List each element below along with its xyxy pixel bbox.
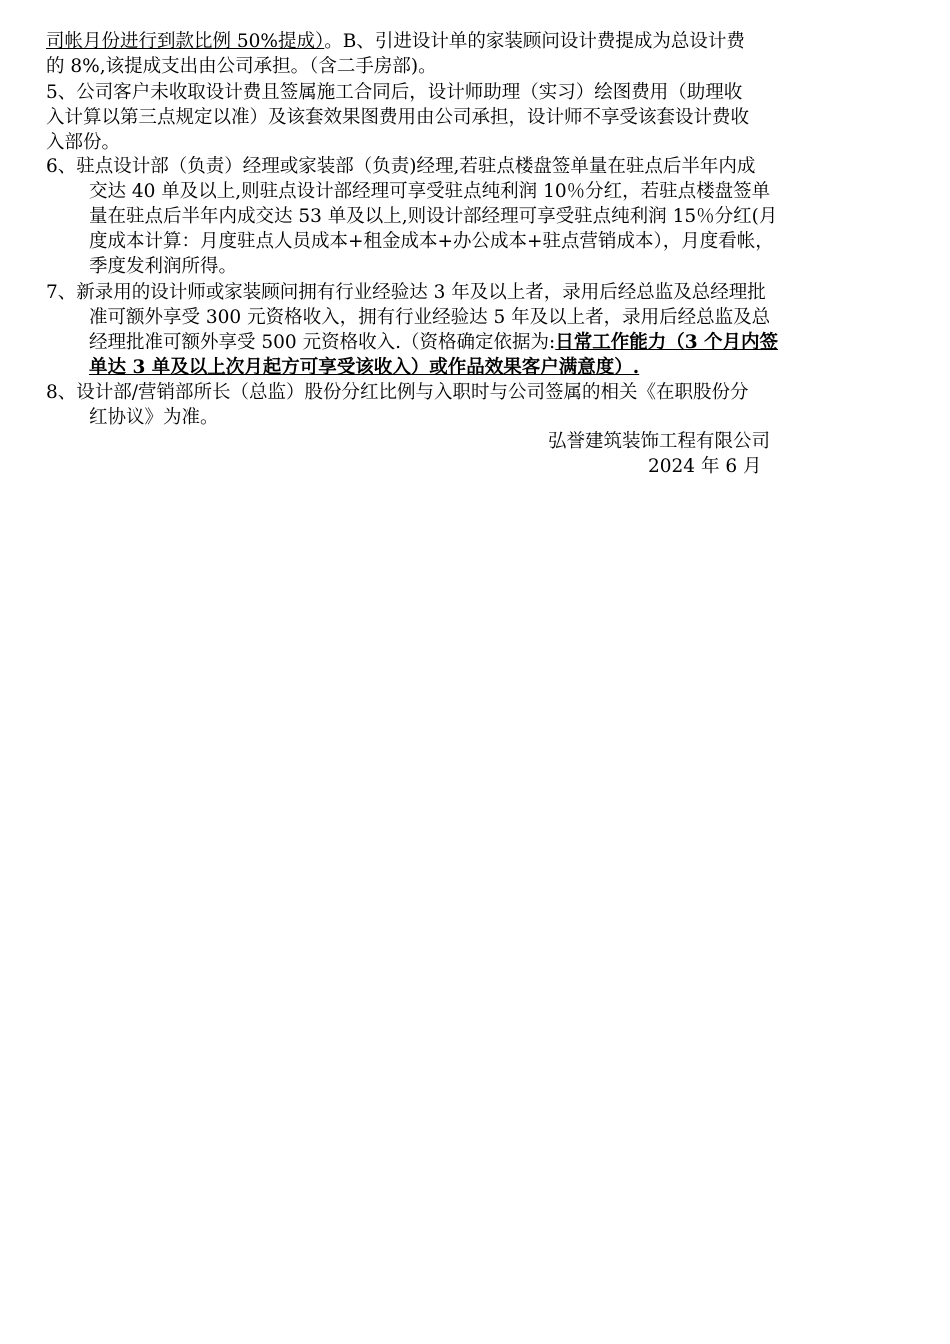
bold-underlined-text: 单达 3 单及以上次月起方可享受该收入）或作品效果客户满意度）. — [89, 357, 640, 378]
bold-underlined-text: 日常工作能力（3 个月内签 — [555, 332, 779, 353]
underlined-text: 司帐月份进行到款比例 50%提成） — [46, 31, 325, 52]
item-7-line-1: 7、新录用的设计师或家装顾问拥有行业经验达 3 年及以上者，录用后经总监及总经理批 — [46, 282, 766, 303]
item-7-line-2: 准可额外享受 300 元资格收入，拥有行业经验达 5 年及以上者，录用后经总监及总 — [89, 307, 771, 328]
item-7-line-4 — [89, 356, 639, 380]
item-8-line-1: 8、设计部/营销部所长（总监）股份分红比例与入职时与公司签属的相关《在职股份分 — [46, 382, 749, 403]
item-8-line-2: 红协议》为准。 — [89, 407, 219, 428]
item-6-line-1: 6、驻点设计部（负责）经理或家装部（负责)经理,若驻点楼盘签单量在驻点后半年内成 — [46, 156, 756, 177]
signature-date: 2024 年 6 月 — [648, 456, 762, 477]
item-6-line-4: 度成本计算：月度驻点人员成本+租金成本+办公成本+驻点营销成本），月度看帐， — [89, 231, 774, 252]
para-b-text: 。B、引进设计单的家装顾问设计费提成为总设计费 — [324, 31, 745, 52]
item-6-line-2: 交达 40 单及以上,则驻点设计部经理可享受驻点纯利润 10％分红，若驻点楼盘签单 — [89, 181, 771, 202]
item-5-line-1: 5、公司客户未收取设计费且签属施工合同后，设计师助理（实习）绘图费用（助理收 — [46, 82, 743, 103]
item-5-line-3: 入部份。 — [46, 132, 121, 153]
item-6-line-5: 季度发利润所得。 — [89, 256, 238, 277]
company-signature: 弘誉建筑装饰工程有限公司 — [548, 431, 771, 452]
item-6-line-3: 量在驻点后半年内成交达 53 单及以上,则设计部经理可享受驻点纯利润 15％分红(月 — [89, 206, 778, 227]
item-5-line-2: 入计算以第三点规定以准）及该套效果图费用由公司承担，设计师不享受该套设计费收 — [46, 107, 750, 128]
item-7-text: 经理批准可额外享受 500 元资格收入.（资格确定依据为: — [89, 332, 556, 353]
para-b-line-2: 的 8%,该提成支出由公司承担。（含二手房部)。 — [46, 56, 437, 77]
para-b-line-1 — [46, 30, 745, 54]
item-7-line-3 — [89, 331, 778, 355]
